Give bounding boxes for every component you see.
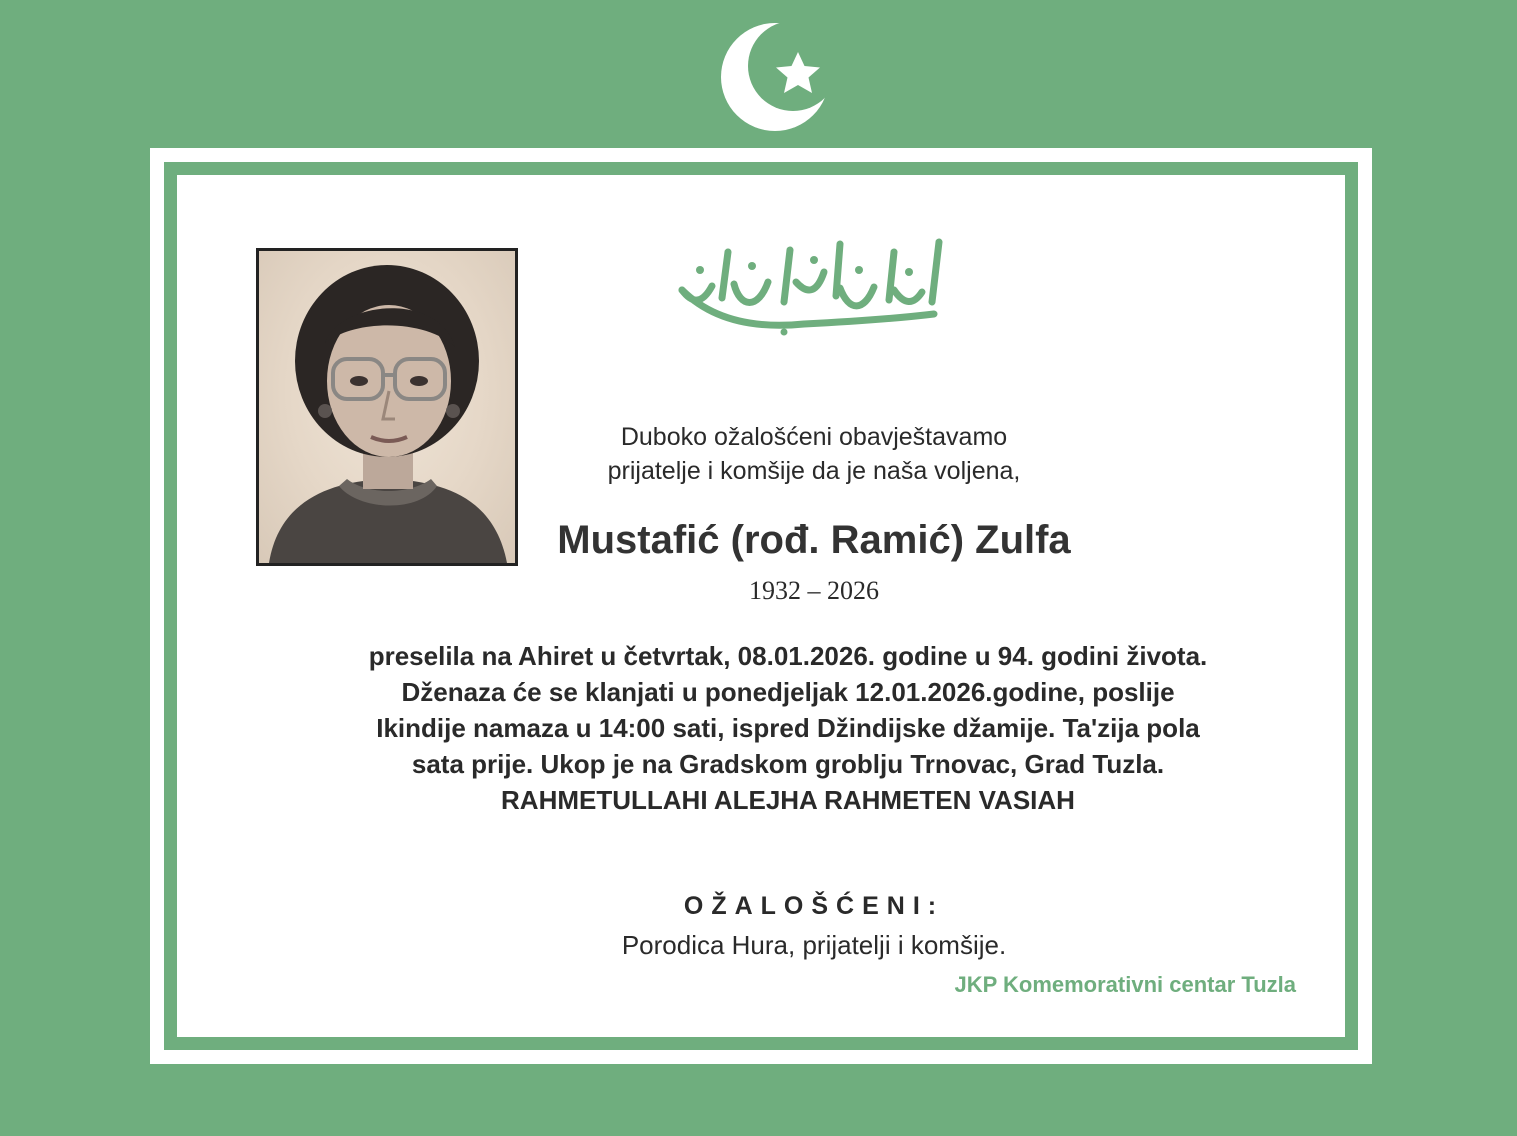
- details-line-1: preselila na Ahiret u četvrtak, 08.01.2026. godine u 94. godini života.: [368, 641, 1208, 671]
- intro-line-1: Duboko ožalošćeni obavještavamo: [620, 423, 1008, 451]
- notice-panel: [204, 202, 1318, 1010]
- details-line-4: sata prije. Ukop je na Gradskom groblju Trnovac, Grad Tuzla.: [411, 749, 1165, 779]
- publisher-footer: JKP Komemorativni centar Tuzla: [954, 972, 1296, 997]
- intro-line-2: prijatelje i komšije da je naša voljena,: [607, 457, 1021, 485]
- notice-card: [150, 148, 1372, 1064]
- mourners-heading: OŽALOŠĆENI:: [683, 892, 945, 920]
- life-years: 1932 – 2026: [749, 576, 879, 605]
- funeral-details: [224, 638, 1352, 818]
- deceased-name: Mustafić (rođ. Ramić) Zulfa: [557, 518, 1071, 562]
- details-line-2: Dženaza će se klanjati u ponedjeljak 12.01.2026.godine, poslije: [401, 677, 1175, 707]
- intro-text: [504, 420, 1124, 488]
- arabic-calligraphy: [664, 232, 954, 342]
- prayer-line: RAHMETULLAHI ALEJHA RAHMETEN VASIAH: [501, 785, 1075, 815]
- crescent-star-icon: [710, 14, 850, 134]
- mourners-list: Porodica Hura, prijatelji i komšije.: [621, 930, 1007, 960]
- details-line-3: Ikindije namaza u 14:00 sati, ispred Džindijske džamije. Ta'zija pola: [376, 713, 1200, 743]
- green-border: [164, 162, 1358, 1050]
- portrait-image: [259, 251, 515, 563]
